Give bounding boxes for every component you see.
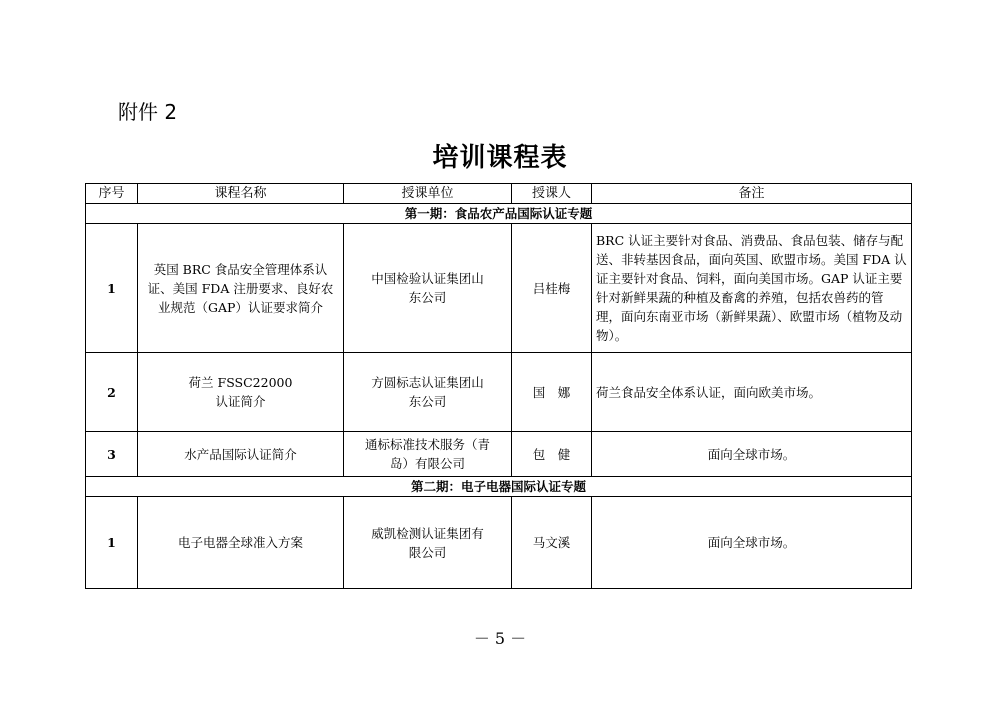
table-row: [86, 497, 912, 589]
row-note: BRC 认证主要针对食品、消费品、食品包装、储存与配送、非转基因食品，面向英国、欧盟市场。美国 FDA 认证主要针对食品、饲料，面向美国市场。GAP 认证主要针对新鲜果蔬的种植及畜禽的养殖，包括农兽药的管理，面向东南亚市场（新鲜果蔬）、欧盟市场（植物及动物）。: [592, 224, 912, 353]
row-note: 面向全球市场。: [592, 497, 912, 589]
page-title: 培训课程表: [432, 143, 568, 173]
row-no: 1: [86, 224, 138, 353]
table-header-row: [86, 184, 912, 204]
page-number: － 5 －: [473, 629, 527, 648]
row-teacher: 马文溪: [512, 497, 592, 589]
table-row: [86, 224, 912, 353]
header-no: 序号: [86, 184, 138, 204]
row-course: 英国 BRC 食品安全管理体系认证、美国 FDA 注册要求、良好农业规范（GAP）认证要求简介: [138, 224, 344, 353]
row-unit: 通标标准技术服务（青岛）有限公司: [344, 432, 512, 477]
section-title: 第一期：食品农产品国际认证专题: [86, 204, 912, 224]
attachment-label: 附件 2: [118, 100, 178, 124]
course-schedule-table: [85, 183, 912, 589]
row-no: 1: [86, 497, 138, 589]
table-row: [86, 432, 912, 477]
row-course: 荷兰 FSSC22000 认证简介: [138, 353, 344, 432]
row-note: 荷兰食品安全体系认证，面向欧美市场。: [592, 353, 912, 432]
row-teacher: 国 娜: [512, 353, 592, 432]
row-no: 2: [86, 353, 138, 432]
header-note: 备注: [592, 184, 912, 204]
row-teacher: 包 健: [512, 432, 592, 477]
row-unit: 方圆标志认证集团山东公司: [344, 353, 512, 432]
section-title: 第二期：电子电器国际认证专题: [86, 477, 912, 497]
section-row: [86, 477, 912, 497]
header-course: 课程名称: [138, 184, 344, 204]
header-unit: 授课单位: [344, 184, 512, 204]
row-course: 水产品国际认证简介: [138, 432, 344, 477]
section-row: [86, 204, 912, 224]
row-course: 电子电器全球准入方案: [138, 497, 344, 589]
header-teacher: 授课人: [512, 184, 592, 204]
row-teacher: 吕桂梅: [512, 224, 592, 353]
row-unit: 中国检验认证集团山东公司: [344, 224, 512, 353]
row-unit: 威凯检测认证集团有限公司: [344, 497, 512, 589]
table-row: [86, 353, 912, 432]
row-note: 面向全球市场。: [592, 432, 912, 477]
row-no: 3: [86, 432, 138, 477]
